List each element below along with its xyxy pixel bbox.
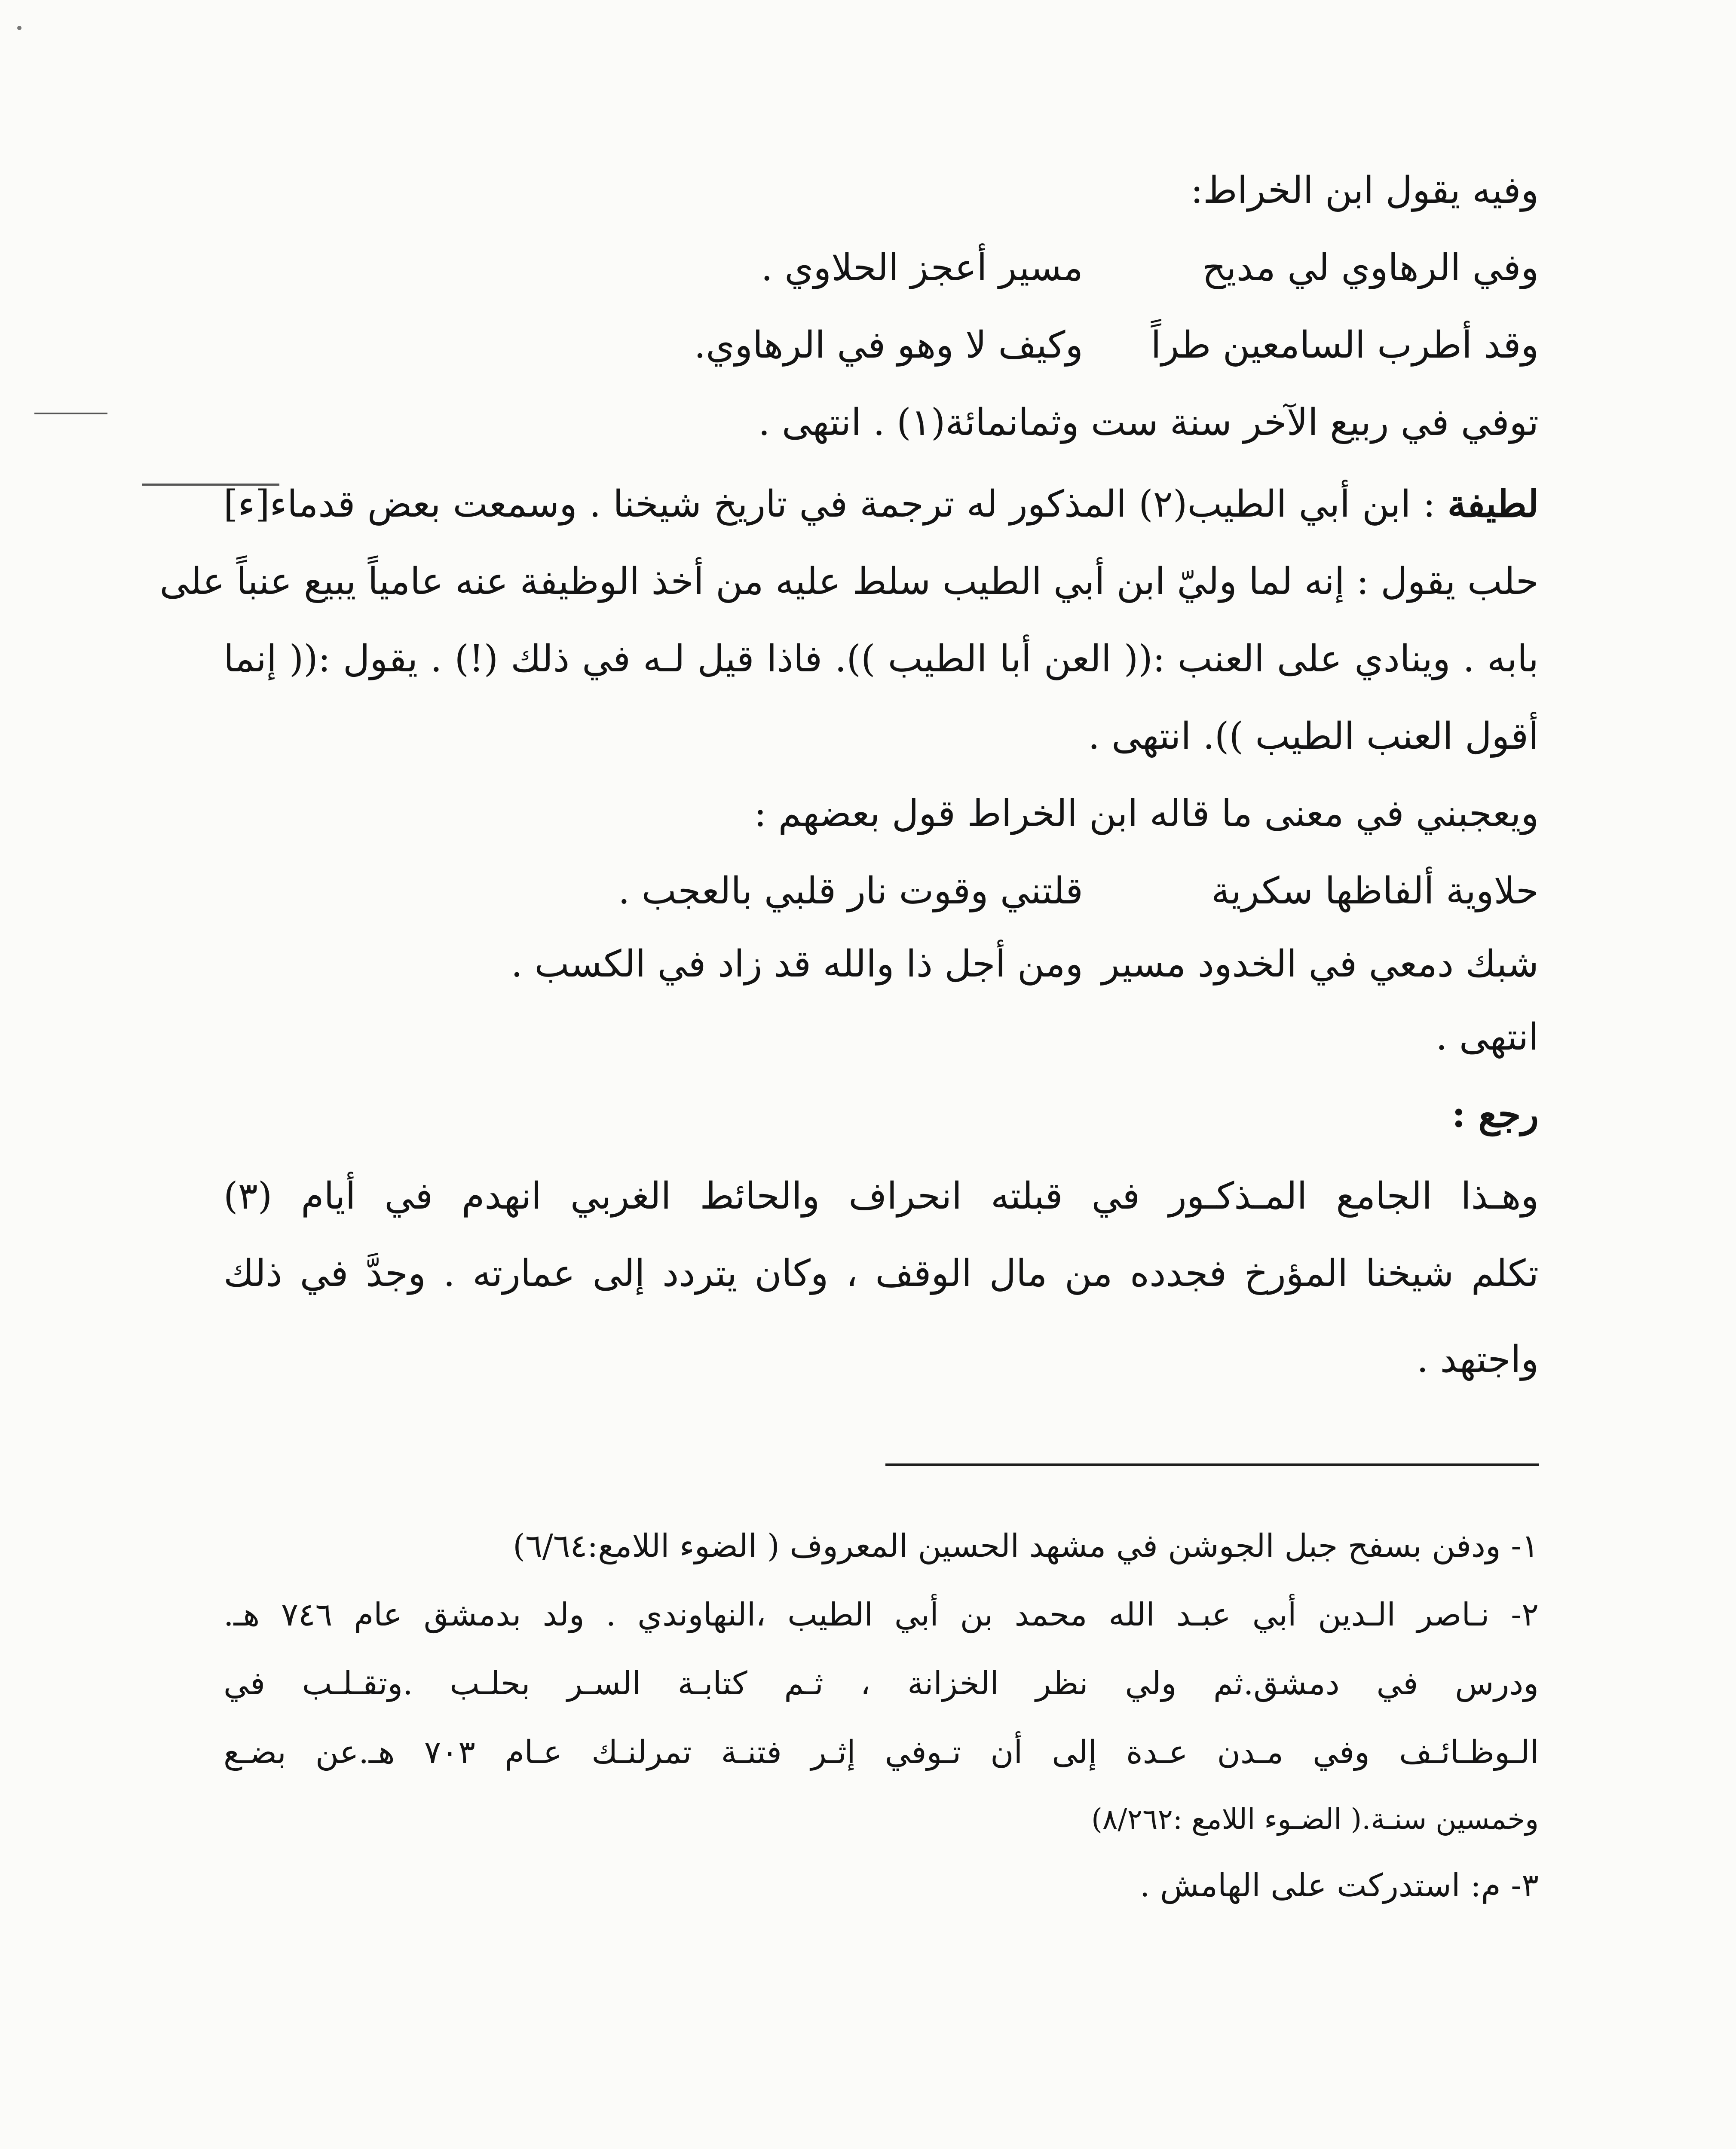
latifa-label: لطيفة bbox=[1447, 482, 1539, 526]
footnote-separator bbox=[885, 1463, 1539, 1466]
text-line: انتهى . bbox=[1436, 1016, 1539, 1059]
text-line bbox=[224, 482, 1539, 526]
footnote: ٣- م: استدركت على الهامش . bbox=[1139, 1867, 1539, 1904]
text-line: توفي في ربيع الآخر سنة ست وثمانمائة(١) . انتهى . bbox=[758, 401, 1539, 444]
verse-hemistich: مسير أعجز الحلاوي . bbox=[761, 246, 1083, 289]
text-line: حلب يقول : إنه لما وليّ ابن أبي الطيب سلط عليه من أخذ الوظيفة عنه عامياً يبيع عنباً على bbox=[159, 560, 1539, 603]
verse-hemistich: حلاوية ألفاظها سكرية bbox=[1211, 869, 1539, 912]
footnote: ودرس في دمشق.ثم ولي نظر الخزانة ، ثـم كتابـة السـر بحلـب .وتقـلـب في bbox=[224, 1665, 1539, 1702]
verse-hemistich: ومن أجل ذا والله قد زاد في الكسب . bbox=[511, 943, 1083, 986]
footnote: ١- ودفن بسفح جبل الجوشن في مشهد الحسين المعروف ( الضوء اللامع:٦/٦٤) bbox=[513, 1528, 1539, 1564]
verse-hemistich: قلتني وقوت نار قلبي بالعجب . bbox=[618, 869, 1083, 912]
footnote: ٢- نـاصر الـدين أبي عبـد الله محمد بن أبي الطيب ،النهاوندي . ولد بدمشق عام ٧٤٦ هـ. bbox=[224, 1596, 1539, 1633]
footnote: وخمسين سنـة.( الضـوء اللامع :٨/٢٦٢) bbox=[1091, 1803, 1539, 1836]
scan-speck bbox=[17, 26, 21, 30]
footnote: الـوظـائـف وفي مـدن عـدة إلى أن تـوفي إثـر فتنـة تمرلنـك عـام ٧٠٣ هـ.عن بضـع bbox=[224, 1734, 1539, 1771]
verse-hemistich: شبك دمعي في الخدود مسير bbox=[1102, 943, 1539, 986]
text-span: : ابن أبي الطيب(٢) المذكور له ترجمة في تاريخ شيخنا . وسمعت بعض قدماء[ء] bbox=[224, 483, 1436, 526]
section-heading: رجع : bbox=[1451, 1093, 1539, 1136]
text-line: أقول العنب الطيب )). انتهى . bbox=[1088, 715, 1539, 758]
text-line: تكلم شيخنا المؤرخ فجدده من مال الوقف ، وكان يتردد إلى عمارته . وجدَّ في ذلك bbox=[224, 1252, 1539, 1295]
text-line: بابه . وينادي على العنب :(( العن أبا الطيب )). فاذا قيل لـه في ذلك (!) . يقول :(( إنما bbox=[224, 637, 1539, 680]
margin-mark bbox=[34, 413, 107, 414]
verse-hemistich: وكيف لا وهو في الرهاوي. bbox=[694, 324, 1083, 367]
text-line: واجتهد . bbox=[1417, 1338, 1539, 1381]
verse-hemistich: وقد أطرب السامعين طراً bbox=[1151, 324, 1539, 367]
text-line: وهـذا الجامع المـذكـور في قبلته انحراف والحائط الغربي انهدم في أيام (٣) bbox=[224, 1175, 1539, 1218]
text-line: ويعجبني في معنى ما قاله ابن الخراط قول بعضهم : bbox=[754, 792, 1539, 835]
verse-hemistich: وفي الرهاوي لي مديح bbox=[1202, 246, 1539, 289]
text-line: وفيه يقول ابن الخراط: bbox=[1191, 169, 1539, 212]
